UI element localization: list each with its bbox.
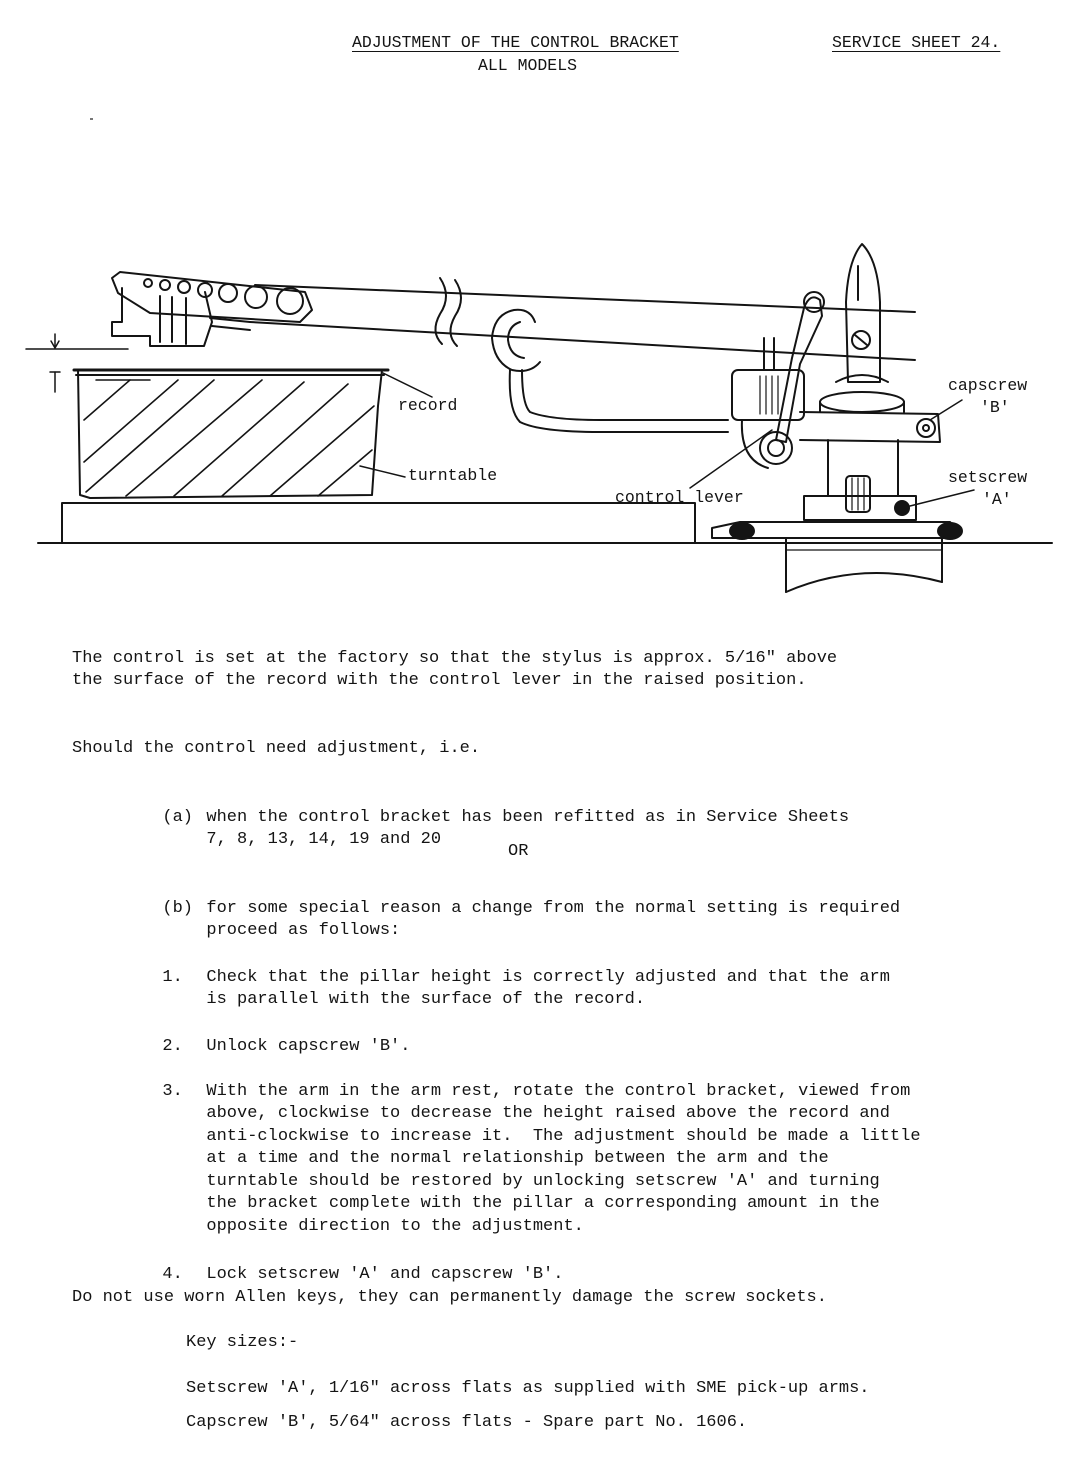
stray-mark [90,118,93,120]
document-subtitle: ALL MODELS [478,56,578,75]
condition-b-marker: (b) [162,898,194,918]
label-control-lever: control lever [615,488,744,507]
key-size-setscrew: Setscrew 'A', 1/16" across flats as supplied with SME pick-up arms. [186,1379,870,1398]
should-line: Should the control need adjustment, i.e. [72,739,481,758]
key-sizes-heading: Key sizes:- [186,1333,299,1352]
control-bracket [800,412,940,442]
step-line: at a time and the normal relationship between the arm and the [206,1149,829,1168]
turntable-leader [360,466,405,477]
step-line: With the arm in the arm rest, rotate the control bracket, viewed from [206,1081,911,1101]
condition-b-line: for some special reason a change from the normal setting is required [206,898,901,918]
capscrew-leader [930,400,962,420]
step-2 [142,1013,410,1058]
step-line: Lock setscrew 'A' and capscrew 'B'. [206,1264,564,1284]
step-line: is parallel with the surface of the record. [206,990,646,1009]
label-setscrew: setscrew [948,468,1028,487]
condition-a-line: 7, 8, 13, 14, 19 and 20 [206,830,442,849]
step-line: above, clockwise to decrease the height raised above the record and [206,1104,890,1123]
arm-rest [492,310,728,432]
step-line: the bracket complete with the pillar a corresponding amount in the [206,1194,880,1213]
step-number: 4. [162,1264,183,1284]
service-sheet-number: SERVICE SHEET 24. [832,33,1001,52]
label-capscrew-id: 'B' [980,398,1010,417]
document-title: ADJUSTMENT OF THE CONTROL BRACKET [352,33,679,52]
label-turntable: turntable [408,466,498,485]
or-separator: OR [508,842,529,861]
condition-b-line: proceed as follows: [206,921,401,940]
condition-a-line: when the control bracket has been refitted as in Service Sheets [206,807,850,827]
label-capscrew: capscrew [948,376,1028,395]
pillar [712,244,962,592]
step-4 [142,1241,563,1286]
turntable-platter [74,370,388,498]
tonearm-diagram [0,230,1080,610]
step-1 [142,944,890,1012]
height-dimension [26,334,128,392]
step-line: Unlock capscrew 'B'. [206,1036,411,1056]
plinth [62,503,695,543]
record-leader [383,373,432,397]
setscrew-leader [910,490,974,506]
warning-note: Do not use worn Allen keys, they can permanently damage the screw sockets. [72,1288,827,1307]
step-3 [142,1058,921,1238]
key-size-capscrew: Capscrew 'B', 5/64" across flats - Spare part No. 1606. [186,1413,748,1432]
label-setscrew-id: 'A' [982,490,1012,509]
step-line: turntable should be restored by unlocking setscrew 'A' and turning [206,1171,880,1191]
step-number: 1. [162,967,183,987]
label-record: record [398,396,458,415]
step-number: 2. [162,1036,183,1056]
condition-a-marker: (a) [162,807,194,827]
control-lever-leader [690,430,772,488]
condition-b [142,875,900,943]
step-number: 3. [162,1081,183,1101]
step-line: opposite direction to the adjustment. [206,1216,584,1236]
intro-line-2: the surface of the record with the control lever in the raised position. [72,671,807,690]
control-unit [732,292,824,468]
intro-line-1: The control is set at the factory so that the stylus is approx. 5/16" above [72,649,838,668]
condition-a [142,784,849,852]
step-line: anti-clockwise to increase it. The adjustment should be made a little [206,1126,921,1146]
step-line: Check that the pillar height is correctly adjusted and that the arm [206,967,890,987]
